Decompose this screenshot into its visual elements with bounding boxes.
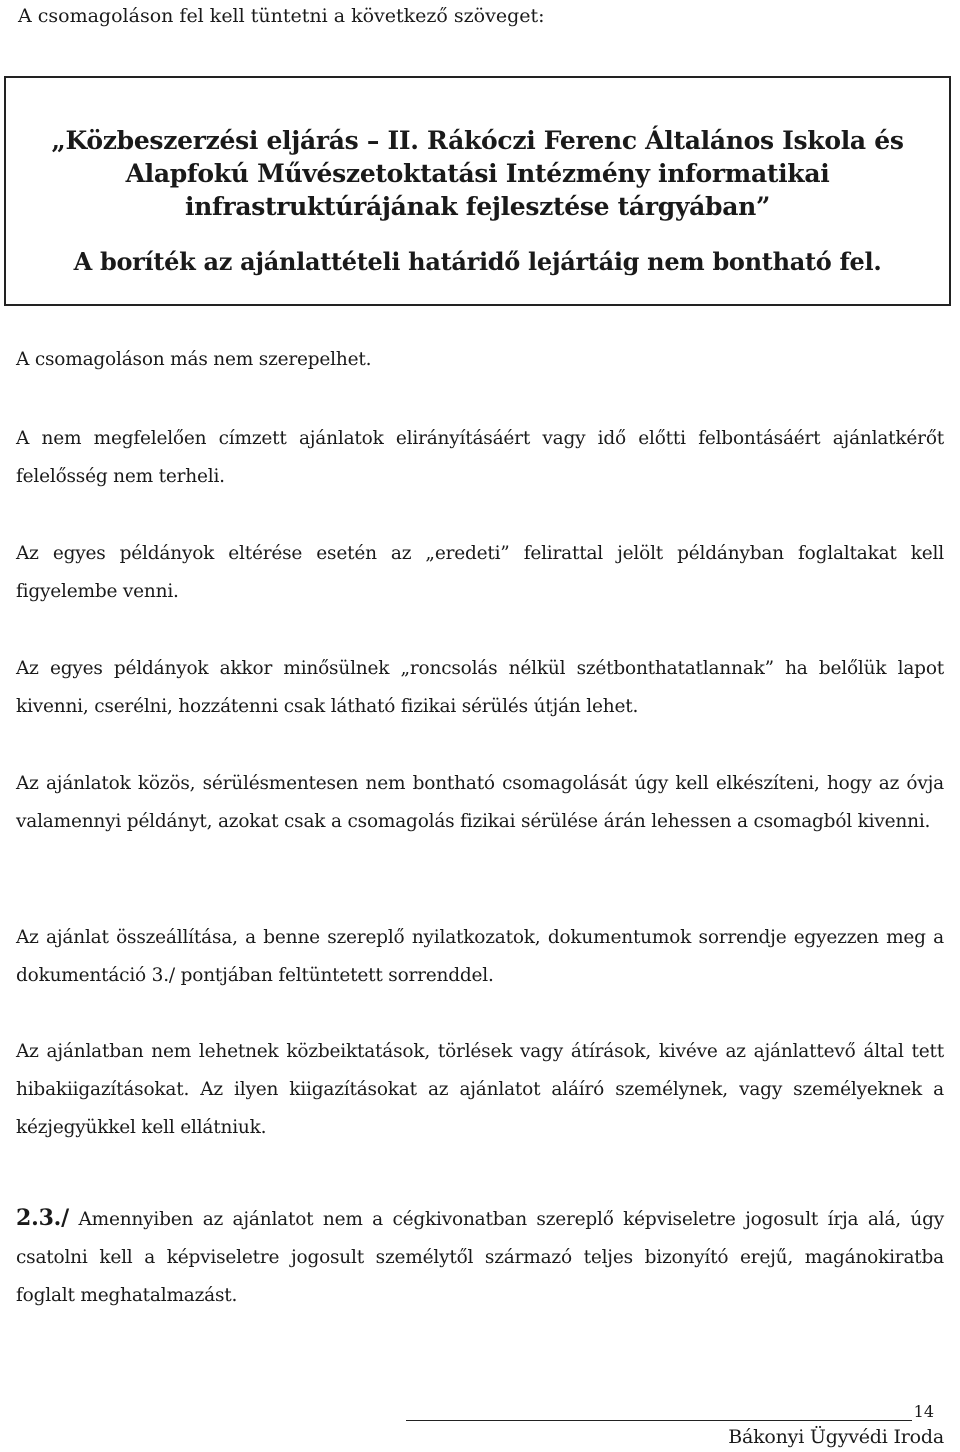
intro-text: A csomagoláson fel kell tüntetni a következő szöveget:	[18, 5, 545, 27]
section-number: 2.3./	[16, 1205, 69, 1231]
paragraph-7: Az ajánlatban nem lehetnek közbeiktatások, törlések vagy átírások, kivéve az ajánlattevő által tett hibakiigazításokat. Az ilyen kiigazításokat az ajánlatot aláíró személynek, vagy személyeknek a kézjegyükkel kell ellátniuk.	[16, 1041, 944, 1138]
footer-rule	[406, 1420, 912, 1421]
page-number: 14	[913, 1402, 934, 1421]
paragraph-1: A csomagoláson más nem szerepelhet.	[16, 349, 372, 370]
paragraph-6: Az ajánlat összeállítása, a benne szereplő nyilatkozatok, dokumentumok sorrendje egyezzen meg a dokumentáció 3./ pontjában feltüntetett sorrenddel.	[16, 927, 944, 986]
box-notice: A boríték az ajánlattételi határidő lejártáig nem bontható fel.	[73, 247, 882, 276]
section-paragraph	[16, 1199, 944, 1315]
box-title-line-1: „Közbeszerzési eljárás – II. Rákóczi Ferenc Általános Iskola és	[51, 126, 904, 155]
box-title	[6, 124, 949, 223]
footer-office-name: Bákonyi Ügyvédi Iroda	[728, 1426, 944, 1448]
box-title-line-2: Alapfokú Művészetoktatási Intézmény informatikai	[125, 159, 830, 188]
paragraph-2: A nem megfelelően címzett ajánlatok elirányításáért vagy idő előtti felbontásáért ajánlatkérőt felelősség nem terheli.	[16, 428, 944, 487]
paragraph-4: Az egyes példányok akkor minősülnek „roncsolás nélkül szétbonthatatlannak” ha belőlük lapot kivenni, cserélni, hozzátenni csak látható fizikai sérülés útján lehet.	[16, 658, 944, 717]
paragraph-3: Az egyes példányok eltérése esetén az „eredeti” felirattal jelölt példányban foglaltakat kell figyelembe venni.	[16, 543, 944, 602]
box-title-line-3: infrastruktúrájának fejlesztése tárgyában”	[184, 192, 771, 221]
label-box	[4, 76, 951, 306]
section-text: Amennyiben az ajánlatot nem a cégkivonatban szereplő képviseletre jogosult írja alá, úgy csatolni kell a képviseletre jogosult személytől származó teljes bizonyító erejű, magánokiratba foglalt meghatalmazást.	[16, 1209, 944, 1306]
paragraph-5: Az ajánlatok közös, sérülésmentesen nem bontható csomagolását úgy kell elkészíteni, hogy az óvja valamennyi példányt, azokat csak a csomagolás fizikai sérülése árán lehessen a csomagból kivenni.	[16, 773, 944, 832]
